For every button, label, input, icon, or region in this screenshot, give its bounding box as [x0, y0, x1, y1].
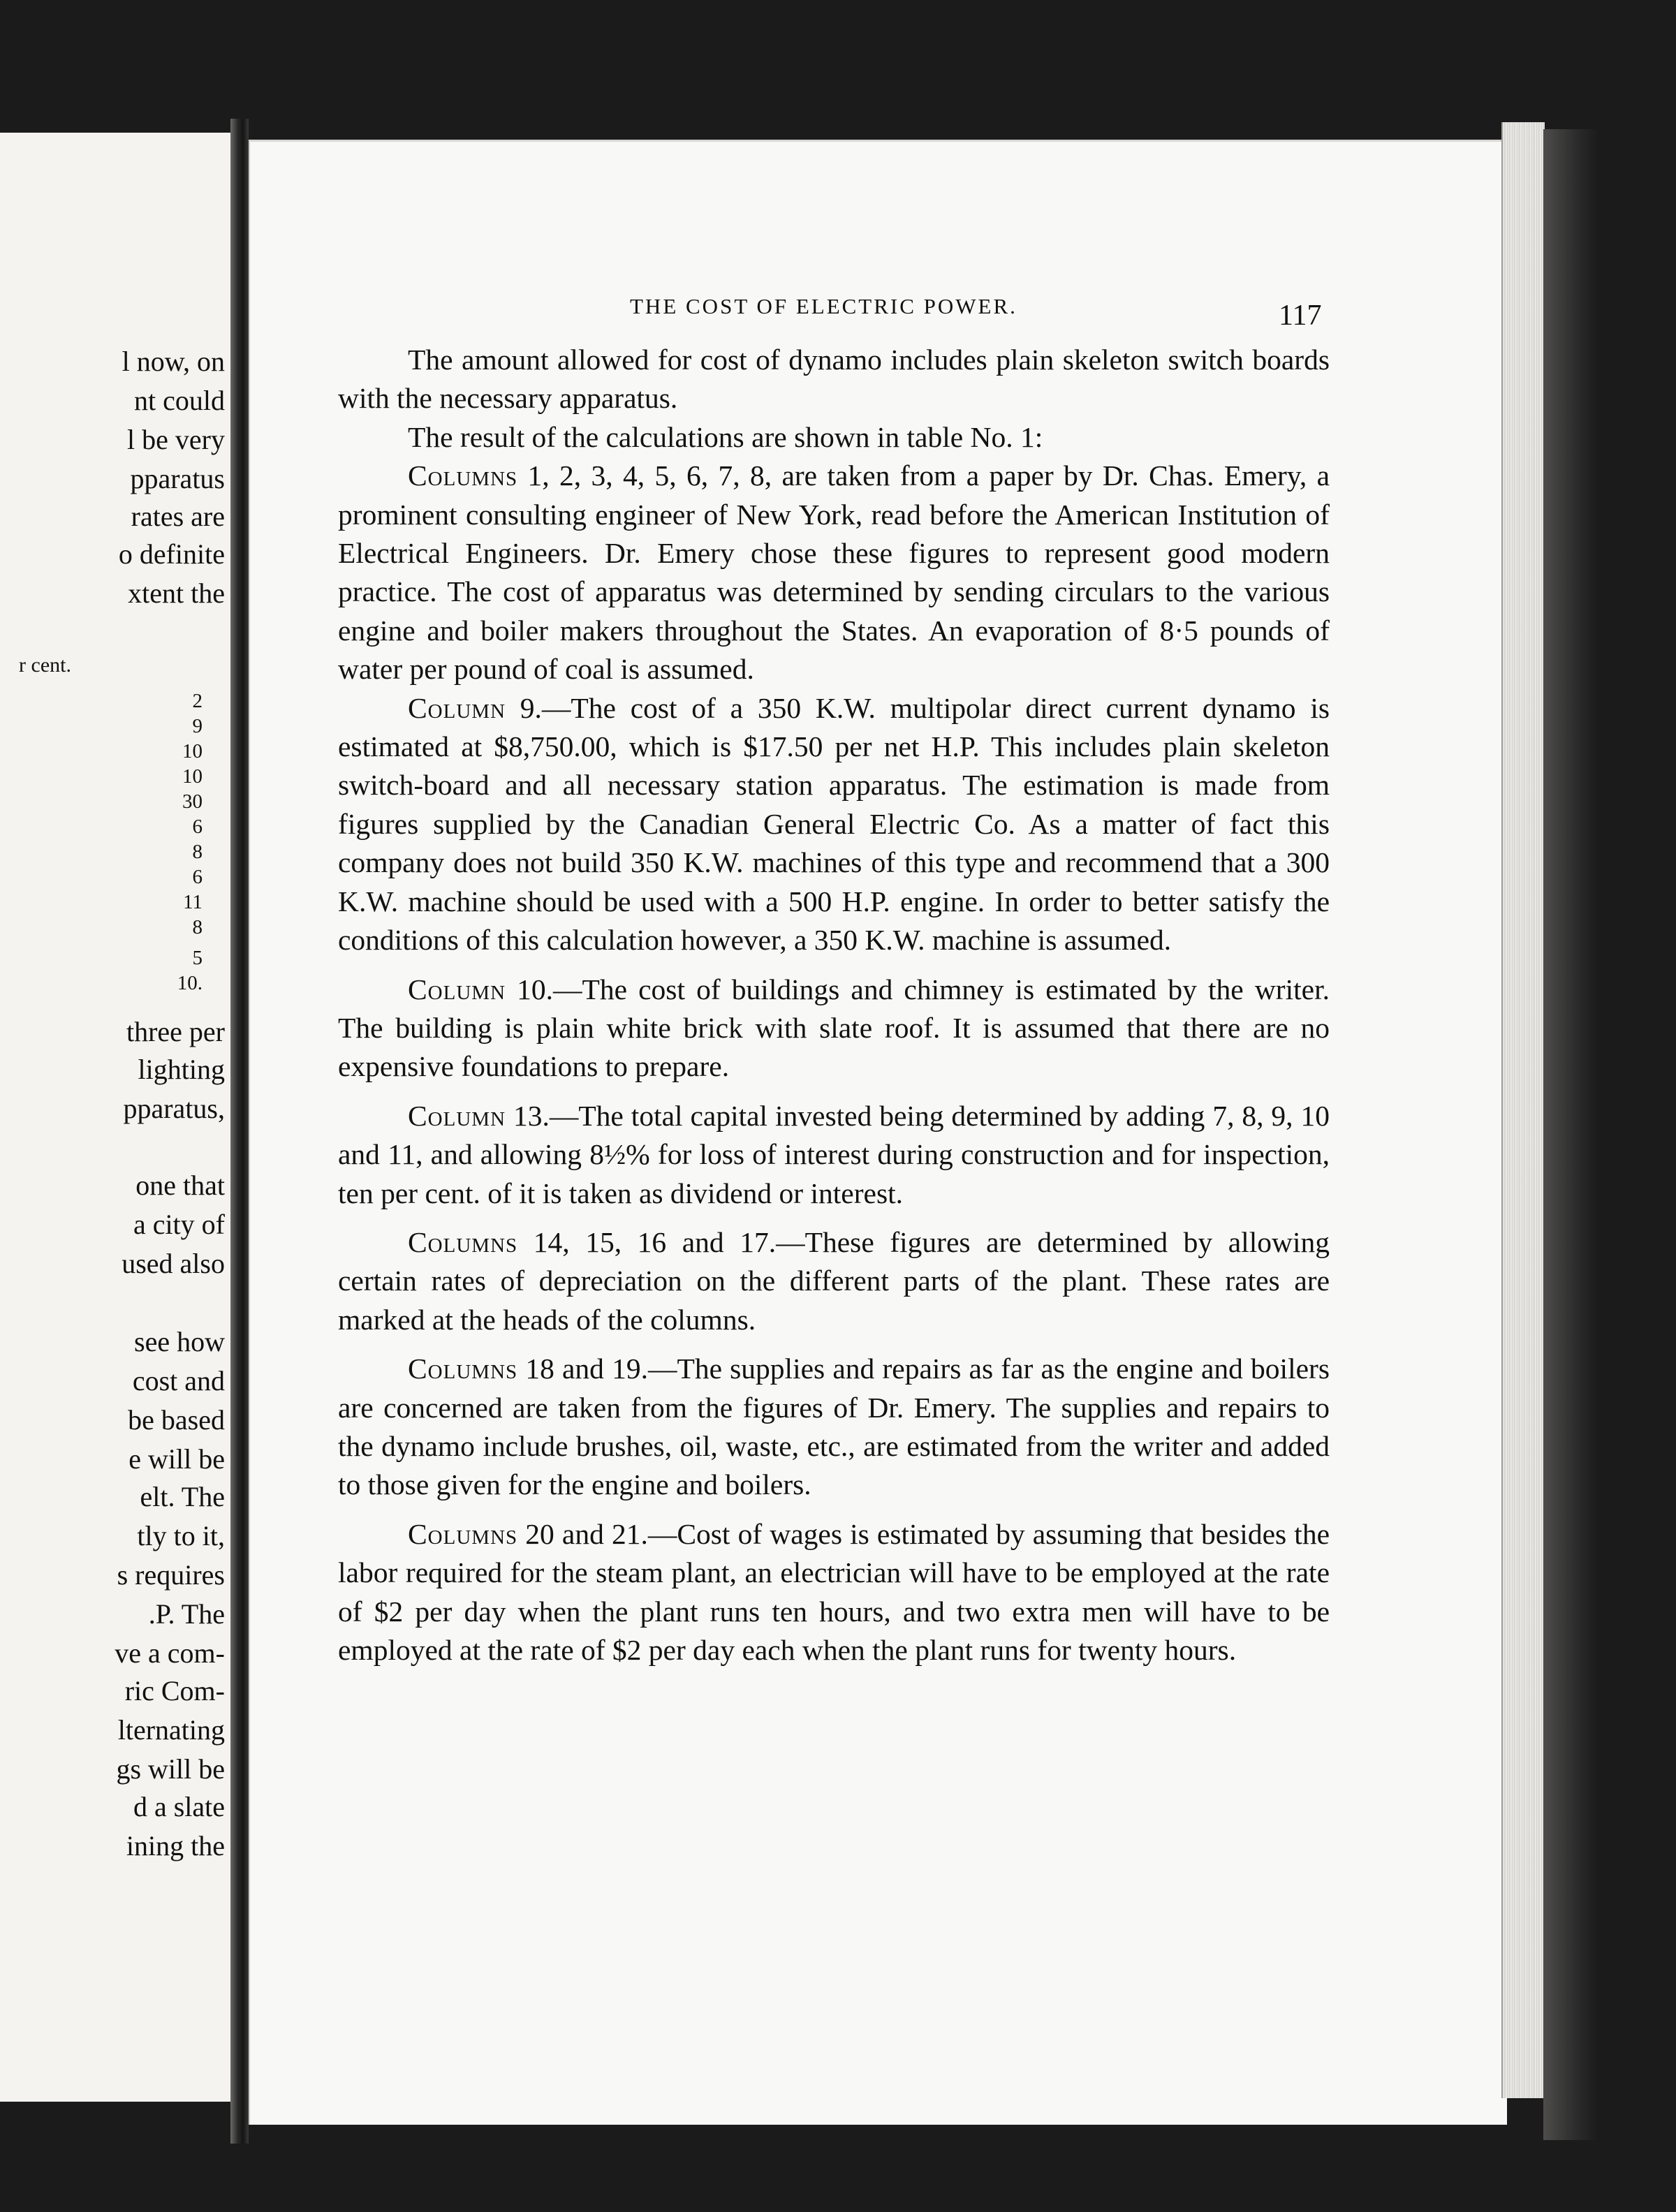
paragraph-lead: Columns — [408, 1225, 518, 1258]
left-line: one that — [135, 1170, 225, 1201]
paragraph — [338, 971, 1330, 1086]
left-line: s requires — [117, 1559, 225, 1591]
table-value: 6 — [192, 866, 203, 888]
left-line: lternating — [117, 1714, 225, 1746]
paragraph-lead: Columns — [408, 1517, 518, 1550]
page-edges — [1501, 122, 1545, 2098]
left-line: rates are — [131, 501, 225, 532]
paragraph-text: 20 and 21.—Cost of wages is estimated by assuming that besides the labor required for the steam plant, an electrician will have to be employed at the rate of $2 per day when the plant runs ten hours, and two extra men will have to be employed at the rate of $2 per day each when the plant runs for twenty hours. — [338, 1517, 1330, 1666]
paragraph — [338, 341, 1330, 418]
left-line: a city of — [133, 1209, 225, 1240]
left-line: pparatus — [130, 463, 225, 494]
left-line: l be very — [127, 424, 225, 455]
table-value: 11 — [183, 891, 203, 913]
paragraph-lead: Columns — [408, 459, 518, 492]
left-line: lighting — [138, 1054, 225, 1085]
left-line: .P. The — [148, 1598, 225, 1630]
left-line: cost and — [132, 1365, 225, 1396]
paragraph — [338, 457, 1330, 688]
left-line: ric Com- — [124, 1675, 225, 1706]
table-value: 10. — [177, 972, 203, 994]
table-value: 30 — [182, 790, 203, 813]
table-value: 8 — [192, 916, 203, 938]
left-line: gs will be — [116, 1753, 225, 1785]
left-line: o definite — [118, 538, 225, 570]
left-line: e will be — [128, 1443, 225, 1475]
left-line: pparatus, — [123, 1093, 225, 1124]
paragraph-lead: Columns — [408, 1352, 518, 1385]
page-number: 117 — [1279, 300, 1322, 332]
left-line: elt. The — [140, 1481, 225, 1512]
paragraph-lead: Column — [408, 973, 506, 1005]
table-value: 5 — [192, 947, 203, 969]
left-line: ve a com- — [115, 1637, 225, 1669]
table-value: 8 — [192, 841, 203, 863]
paragraph-text: The amount allowed for cost of dynamo includes plain skeleton switch boards with the necessary apparatus. — [338, 344, 1330, 415]
left-line: tly to it, — [137, 1520, 225, 1551]
paragraph — [338, 1223, 1330, 1339]
left-facing-page — [0, 133, 233, 2102]
paragraph — [338, 1515, 1330, 1670]
book-gutter — [230, 119, 249, 2144]
paragraph-text: 13.—The total capital invested being determined by adding 7, 8, 9, 10 and 11, and allowing 8½% for loss of interest during construction and for inspection, ten per cent. of it is taken as dividend or interest. — [338, 1099, 1330, 1209]
left-line: d a slate — [133, 1791, 225, 1822]
paragraph — [338, 418, 1330, 457]
table-value: 10 — [182, 740, 203, 762]
paragraph — [338, 1350, 1330, 1505]
table-value: 10 — [182, 765, 203, 788]
left-line: ining the — [126, 1830, 225, 1861]
left-line: nt could — [134, 385, 225, 416]
paragraph-lead: Column — [408, 1099, 506, 1132]
paragraph — [338, 1097, 1330, 1213]
table-value: 9 — [192, 715, 203, 737]
running-head: THE COST OF ELECTRIC POWER. — [630, 294, 1017, 318]
paragraph-text: 1, 2, 3, 4, 5, 6, 7, 8, are taken from a paper by Dr. Chas. Emery, a prominent consulting engineer of New York, read before the American Institution of Electrical Engineers. Dr. Emery chose these figures to represent good modern practice. The cost of apparatus was determined by sending circulars to the various engine and boiler makers throughout the States. An evaporation of 8·5 pounds of water per pound of coal is assumed. — [338, 459, 1330, 686]
paragraph-text: The result of the calculations are shown in table No. 1: — [408, 420, 1043, 453]
paragraph — [338, 689, 1330, 960]
paragraph-text: 10.—The cost of buildings and chimney is estimated by the writer. The building is plain white brick with slate roof. It is assumed that there are no expensive foundations to prepare. — [338, 973, 1330, 1083]
table-value: 6 — [192, 816, 203, 838]
body-text — [338, 341, 1330, 1669]
book-cover-edge — [1543, 129, 1599, 2140]
percent-column-label: r cent. — [19, 654, 71, 677]
left-line: be based — [128, 1404, 225, 1436]
left-line: see how — [134, 1326, 225, 1357]
left-line: three per — [126, 1016, 225, 1047]
paragraph-text: 14, 15, 16 and 17.—These figures are determined by allowing certain rates of depreciation on the different parts of the plant. These rates are marked at the heads of the columns. — [338, 1225, 1330, 1336]
paragraph-text: 18 and 19.—The supplies and repairs as far as the engine and boilers are concerned are taken from the figures of Dr. Emery. The supplies and repairs to the dynamo include brushes, oil, waste, etc., are estimated from the writer and added to those given for the engine and boilers. — [338, 1352, 1330, 1501]
table-value: 2 — [192, 690, 203, 712]
left-line: used also — [122, 1248, 225, 1279]
left-line: l now, on — [122, 346, 225, 377]
paragraph-text: 9.—The cost of a 350 K.W. multipolar direct current dynamo is estimated at $8,750.00, which is $17.50 per net H.P. This includes plain skeleton switch-board and all necessary station apparatus. The estimation is made from figures supplied by the Canadian General Electric Co. As a matter of fact this company does not build 350 K.W. machines of this type and recommend that a 300 K.W. machine should be used with a 500 H.P. engine. In order to better satisfy the conditions of this calculation however, a 350 K.W. machine is assumed. — [338, 691, 1330, 957]
paragraph-lead: Column — [408, 691, 506, 724]
left-line: xtent the — [128, 577, 225, 609]
